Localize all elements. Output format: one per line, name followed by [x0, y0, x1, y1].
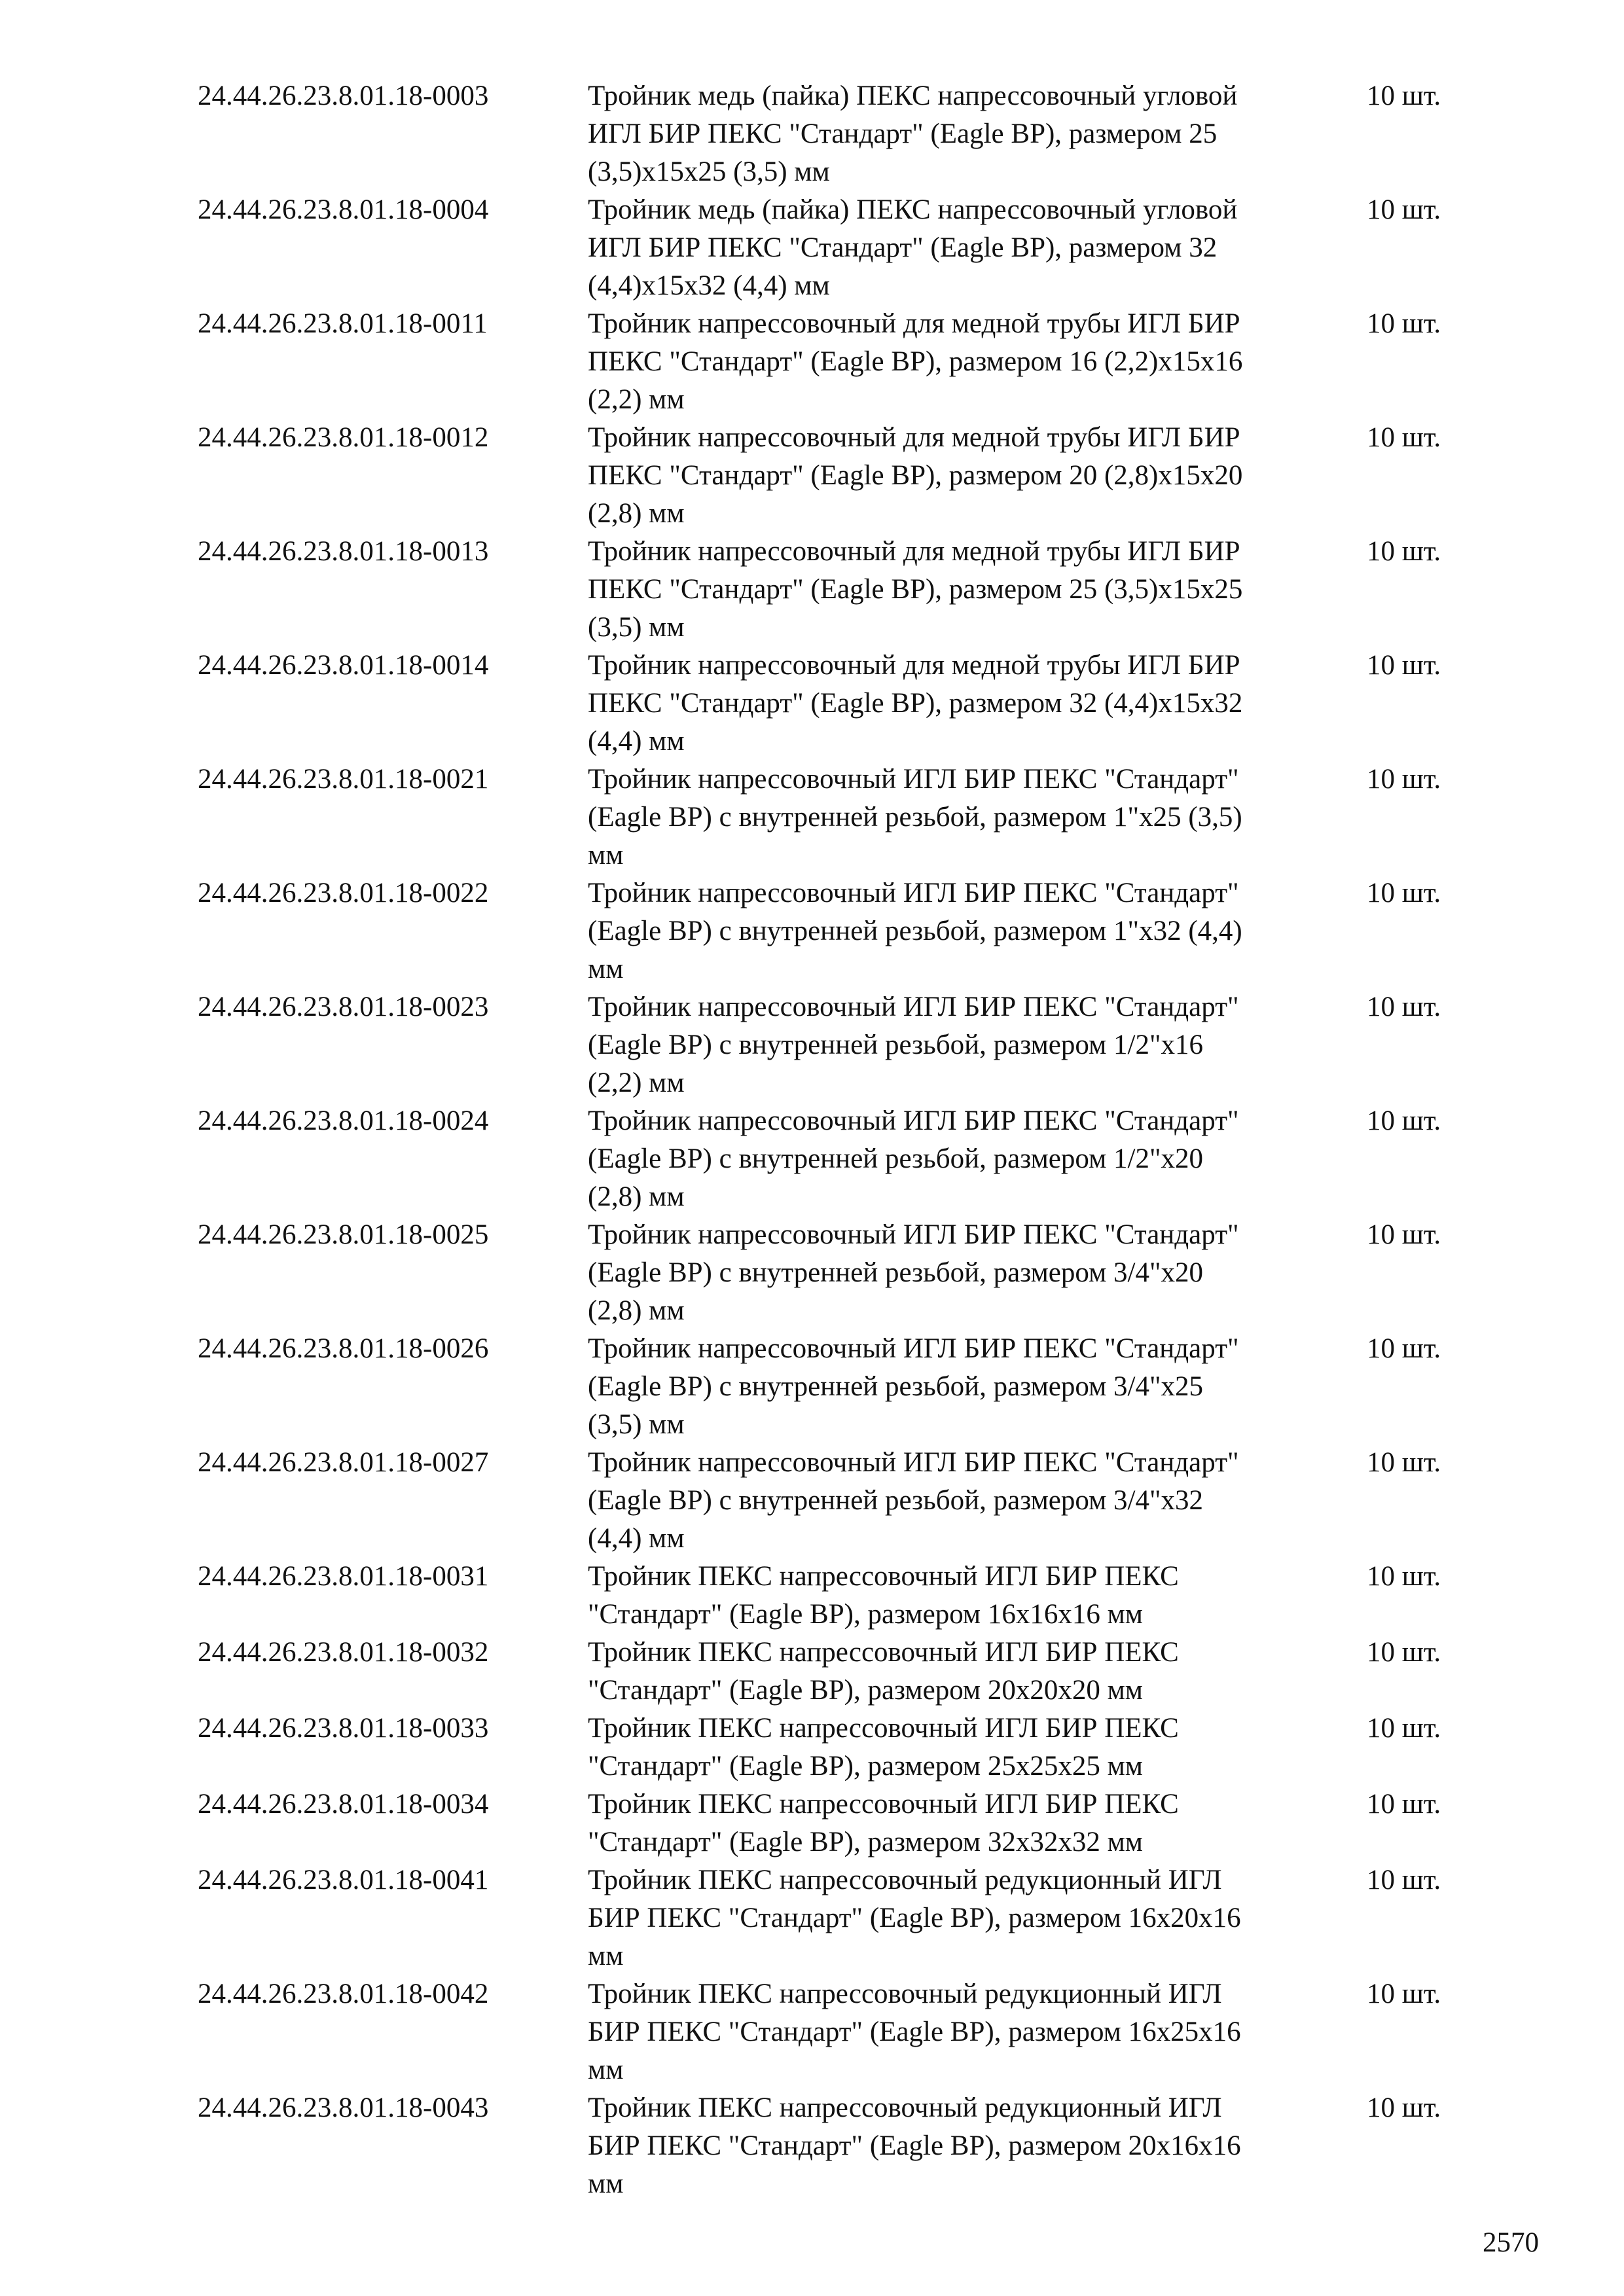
description-line: Тройник напрессовочный ИГЛ БИР ПЕКС "Стандарт" [588, 1105, 1239, 1136]
item-code: 24.44.26.23.8.01.18-0043 [198, 2092, 489, 2123]
item-code: 24.44.26.23.8.01.18-0023 [198, 992, 489, 1022]
item-code: 24.44.26.23.8.01.18-0042 [198, 1979, 489, 2009]
item-quantity: 10 шт. [1367, 1105, 1441, 1136]
item-quantity: 10 шт. [1367, 1561, 1441, 1592]
description-line: Тройник напрессовочный для медной трубы ИГЛ БИР [588, 308, 1240, 339]
description-line: (2,8) мм [588, 498, 685, 529]
description-line: БИР ПЕКС "Стандарт" (Eagle BP), размером 16x20x16 [588, 1903, 1241, 1933]
item-description [588, 1975, 1367, 2089]
description-line: ПЕКС "Стандарт" (Eagle BP), размером 32 (4,4)x15x32 [588, 688, 1243, 719]
description-line: Тройник напрессовочный ИГЛ БИР ПЕКС "Стандарт" [588, 992, 1239, 1022]
item-code: 24.44.26.23.8.01.18-0021 [198, 764, 489, 795]
description-line: мм [588, 2168, 624, 2199]
list-item [198, 1330, 1481, 1444]
item-quantity: 10 шт. [1367, 992, 1441, 1022]
item-description [588, 874, 1367, 988]
description-line: мм [588, 1941, 624, 1971]
item-quantity: 10 шт. [1367, 878, 1441, 908]
item-description [588, 1444, 1367, 1558]
description-line: Тройник ПЕКС напрессовочный редукционный ИГЛ [588, 1979, 1222, 2009]
item-code: 24.44.26.23.8.01.18-0013 [198, 536, 489, 567]
description-line: Тройник ПЕКС напрессовочный ИГЛ БИР ПЕКС [588, 1789, 1179, 1820]
description-line: (3,5) мм [588, 1409, 685, 1440]
description-line: Тройник ПЕКС напрессовочный ИГЛ БИР ПЕКС [588, 1637, 1179, 1668]
item-quantity: 10 шт. [1367, 650, 1441, 681]
item-quantity: 10 шт. [1367, 308, 1441, 339]
list-item [198, 1444, 1481, 1558]
description-line: (2,8) мм [588, 1295, 685, 1326]
item-description [588, 305, 1367, 419]
description-line: (Eagle BP) с внутренней резьбой, размером 1"x25 (3,5) [588, 802, 1242, 833]
item-description [588, 191, 1367, 305]
item-code: 24.44.26.23.8.01.18-0026 [198, 1333, 489, 1364]
description-line: ПЕКС "Стандарт" (Eagle BP), размером 25 (3,5)x15x25 [588, 574, 1243, 605]
item-quantity: 10 шт. [1367, 1789, 1441, 1820]
description-line: (4,4) мм [588, 726, 685, 757]
item-description [588, 761, 1367, 874]
list-item [198, 1634, 1481, 1710]
description-line: (2,8) мм [588, 1181, 685, 1212]
list-item [198, 2089, 1481, 2203]
list-item [198, 305, 1481, 419]
item-code: 24.44.26.23.8.01.18-0003 [198, 81, 489, 111]
item-description [588, 419, 1367, 533]
description-line: ПЕКС "Стандарт" (Eagle BP), размером 20 (2,8)x15x20 [588, 460, 1243, 491]
description-line: Тройник напрессовочный для медной трубы ИГЛ БИР [588, 422, 1240, 453]
item-description [588, 1710, 1367, 1785]
description-line: ИГЛ БИР ПЕКС "Стандарт" (Eagle BP), размером 32 [588, 232, 1218, 263]
list-item [198, 191, 1481, 305]
list-item [198, 647, 1481, 761]
item-code: 24.44.26.23.8.01.18-0027 [198, 1447, 489, 1478]
description-line: мм [588, 840, 624, 870]
description-line: Тройник напрессовочный для медной трубы ИГЛ БИР [588, 536, 1240, 567]
list-item [198, 1975, 1481, 2089]
item-code: 24.44.26.23.8.01.18-0034 [198, 1789, 489, 1820]
description-line: мм [588, 954, 624, 984]
item-quantity: 10 шт. [1367, 1713, 1441, 1744]
list-item [198, 1102, 1481, 1216]
list-item [198, 988, 1481, 1102]
item-description [588, 2089, 1367, 2203]
price-list [198, 77, 1481, 2203]
item-code: 24.44.26.23.8.01.18-0024 [198, 1105, 489, 1136]
item-description [588, 77, 1367, 191]
item-code: 24.44.26.23.8.01.18-0033 [198, 1713, 489, 1744]
item-quantity: 10 шт. [1367, 422, 1441, 453]
item-description [588, 988, 1367, 1102]
description-line: "Стандарт" (Eagle BP), размером 16x16x16 мм [588, 1599, 1144, 1630]
item-code: 24.44.26.23.8.01.18-0022 [198, 878, 489, 908]
item-code: 24.44.26.23.8.01.18-0011 [198, 308, 488, 339]
item-quantity: 10 шт. [1367, 81, 1441, 111]
item-description [588, 1785, 1367, 1861]
description-line: (Eagle BP) с внутренней резьбой, размером 1/2"x16 [588, 1030, 1204, 1060]
description-line: (3,5) мм [588, 612, 685, 643]
description-line: БИР ПЕКС "Стандарт" (Eagle BP), размером 20x16x16 [588, 2130, 1241, 2161]
description-line: (Eagle BP) с внутренней резьбой, размером 1/2"x20 [588, 1143, 1204, 1174]
description-line: Тройник напрессовочный ИГЛ БИР ПЕКС "Стандарт" [588, 878, 1239, 908]
description-line: (4,4)x15x32 (4,4) мм [588, 270, 830, 301]
item-code: 24.44.26.23.8.01.18-0014 [198, 650, 489, 681]
item-code: 24.44.26.23.8.01.18-0012 [198, 422, 489, 453]
description-line: "Стандарт" (Eagle BP), размером 32x32x32 мм [588, 1827, 1144, 1857]
list-item [198, 874, 1481, 988]
item-description [588, 1330, 1367, 1444]
list-item [198, 533, 1481, 647]
list-item [198, 1785, 1481, 1861]
item-quantity: 10 шт. [1367, 2092, 1441, 2123]
item-quantity: 10 шт. [1367, 194, 1441, 225]
item-description [588, 1102, 1367, 1216]
description-line: БИР ПЕКС "Стандарт" (Eagle BP), размером 16x25x16 [588, 2017, 1241, 2047]
item-description [588, 1558, 1367, 1634]
item-quantity: 10 шт. [1367, 764, 1441, 795]
list-item [198, 761, 1481, 874]
item-quantity: 10 шт. [1367, 1979, 1441, 2009]
description-line: Тройник ПЕКС напрессовочный редукционный ИГЛ [588, 1865, 1222, 1895]
description-line: (Eagle BP) с внутренней резьбой, размером 1"x32 (4,4) [588, 916, 1242, 946]
list-item [198, 419, 1481, 533]
list-item [198, 1216, 1481, 1330]
item-description [588, 1861, 1367, 1975]
item-description [588, 1634, 1367, 1710]
description-line: Тройник медь (пайка) ПЕКС напрессовочный угловой [588, 194, 1238, 225]
description-line: Тройник ПЕКС напрессовочный ИГЛ БИР ПЕКС [588, 1713, 1179, 1744]
description-line: Тройник напрессовочный для медной трубы ИГЛ БИР [588, 650, 1240, 681]
list-item [198, 1710, 1481, 1785]
description-line: "Стандарт" (Eagle BP), размером 20x20x20 мм [588, 1675, 1144, 1706]
description-line: ИГЛ БИР ПЕКС "Стандарт" (Eagle BP), размером 25 [588, 118, 1218, 149]
item-code: 24.44.26.23.8.01.18-0031 [198, 1561, 489, 1592]
description-line: Тройник ПЕКС напрессовочный редукционный ИГЛ [588, 2092, 1222, 2123]
list-item [198, 1558, 1481, 1634]
description-line: Тройник медь (пайка) ПЕКС напрессовочный угловой [588, 81, 1238, 111]
description-line: (2,2) мм [588, 1067, 685, 1098]
list-item [198, 77, 1481, 191]
description-line: (4,4) мм [588, 1523, 685, 1554]
item-code: 24.44.26.23.8.01.18-0032 [198, 1637, 489, 1668]
description-line: мм [588, 2054, 624, 2085]
description-line: Тройник напрессовочный ИГЛ БИР ПЕКС "Стандарт" [588, 1447, 1239, 1478]
description-line: Тройник напрессовочный ИГЛ БИР ПЕКС "Стандарт" [588, 1333, 1239, 1364]
item-quantity: 10 шт. [1367, 1865, 1441, 1895]
item-description [588, 647, 1367, 761]
item-code: 24.44.26.23.8.01.18-0041 [198, 1865, 489, 1895]
list-item [198, 1861, 1481, 1975]
description-line: ПЕКС "Стандарт" (Eagle BP), размером 16 (2,2)x15x16 [588, 346, 1243, 377]
description-line: Тройник напрессовочный ИГЛ БИР ПЕКС "Стандарт" [588, 1219, 1239, 1250]
description-line: Тройник ПЕКС напрессовочный ИГЛ БИР ПЕКС [588, 1561, 1179, 1592]
description-line: (Eagle BP) с внутренней резьбой, размером 3/4"x32 [588, 1485, 1204, 1516]
description-line: (Eagle BP) с внутренней резьбой, размером 3/4"x25 [588, 1371, 1204, 1402]
description-line: (3,5)x15x25 (3,5) мм [588, 156, 830, 187]
item-description [588, 1216, 1367, 1330]
item-code: 24.44.26.23.8.01.18-0025 [198, 1219, 489, 1250]
item-quantity: 10 шт. [1367, 1637, 1441, 1668]
item-quantity: 10 шт. [1367, 536, 1441, 567]
page-number: 2570 [1483, 2227, 1539, 2258]
item-quantity: 10 шт. [1367, 1219, 1441, 1250]
item-description [588, 533, 1367, 647]
item-code: 24.44.26.23.8.01.18-0004 [198, 194, 489, 225]
description-line: (2,2) мм [588, 384, 685, 415]
description-line: Тройник напрессовочный ИГЛ БИР ПЕКС "Стандарт" [588, 764, 1239, 795]
item-quantity: 10 шт. [1367, 1447, 1441, 1478]
description-line: "Стандарт" (Eagle BP), размером 25x25x25 мм [588, 1751, 1144, 1782]
description-line: (Eagle BP) с внутренней резьбой, размером 3/4"x20 [588, 1257, 1204, 1288]
item-quantity: 10 шт. [1367, 1333, 1441, 1364]
